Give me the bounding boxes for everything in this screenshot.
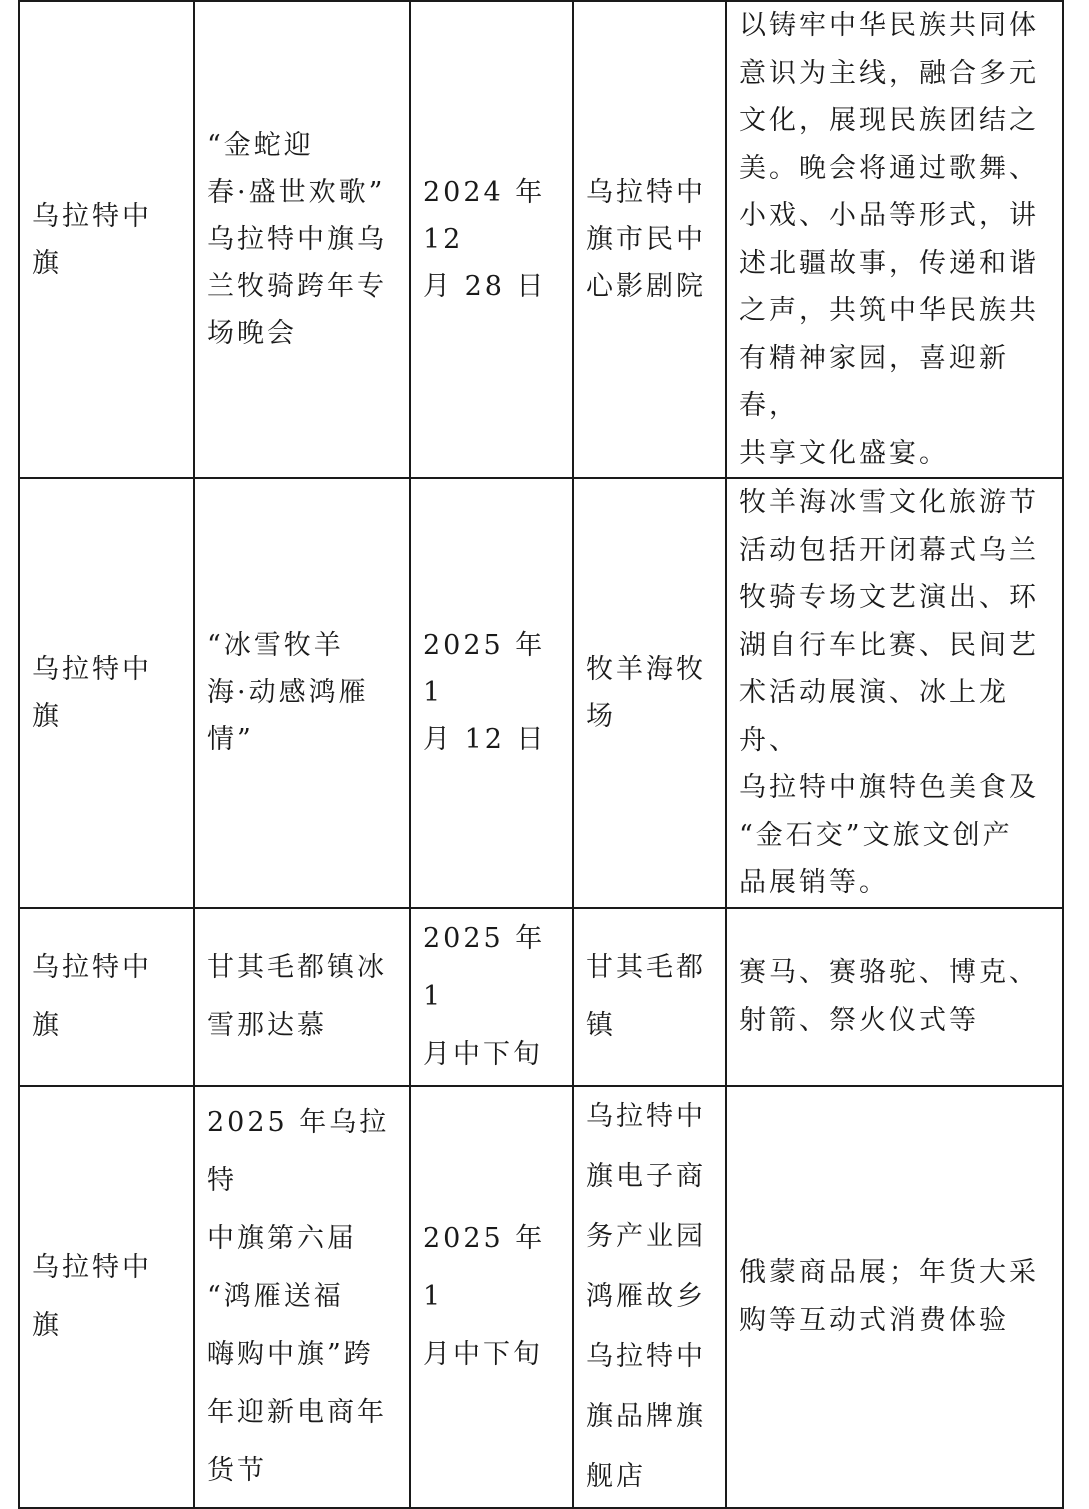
table-row xyxy=(19,1,1063,478)
date-cell: 2024 年 12 月 28 日 xyxy=(410,1,573,478)
event-name-cell: 2025 年乌拉特 中旗第六届 “鸿雁送福 嗨购中旗”跨 年迎新电商年 货节 xyxy=(194,1086,410,1508)
table-row xyxy=(19,908,1063,1086)
venue-cell: 甘其毛都 镇 xyxy=(573,908,726,1086)
content-cell: 牧羊海冰雪文化旅游节 活动包括开闭幕式乌兰 牧骑专场文艺演出、环 湖自行车比赛、民间艺 术活动展演、冰上龙舟、 乌拉特中旗特色美食及 “金石交”文旅文创产 品展销等。 xyxy=(726,478,1063,908)
event-name-cell: “金蛇迎 春·盛世欢歌” 乌拉特中旗乌 兰牧骑跨年专 场晚会 xyxy=(194,1,410,478)
content-cell: 赛马、赛骆驼、博克、 射箭、祭火仪式等 xyxy=(726,908,1063,1086)
region-cell: 乌拉特中旗 xyxy=(19,478,194,908)
table-row xyxy=(19,478,1063,908)
date-cell: 2025 年 1 月中下旬 xyxy=(410,1086,573,1508)
events-table xyxy=(18,0,1064,1509)
venue-cell: 牧羊海牧 场 xyxy=(573,478,726,908)
region-cell: 乌拉特中旗 xyxy=(19,1,194,478)
event-name-cell: 甘其毛都镇冰 雪那达慕 xyxy=(194,908,410,1086)
date-cell: 2025 年 1 月中下旬 xyxy=(410,908,573,1086)
venue-cell: 乌拉特中 旗电子商 务产业园 鸿雁故乡 乌拉特中 旗品牌旗 舰店 xyxy=(573,1086,726,1508)
date-cell: 2025 年 1 月 12 日 xyxy=(410,478,573,908)
region-cell: 乌拉特中旗 xyxy=(19,1086,194,1508)
region-cell: 乌拉特中旗 xyxy=(19,908,194,1086)
content-cell: 俄蒙商品展；年货大采 购等互动式消费体验 xyxy=(726,1086,1063,1508)
event-name-cell: “冰雪牧羊 海·动感鸿雁 情” xyxy=(194,478,410,908)
venue-cell: 乌拉特中 旗市民中 心影剧院 xyxy=(573,1,726,478)
content-cell: 以铸牢中华民族共同体 意识为主线，融合多元 文化，展现民族团结之 美。晚会将通过歌舞、 小戏、小品等形式，讲 述北疆故事，传递和谐 之声，共筑中华民族共 有精神家园，喜迎新春， 共享文化盛宴。 xyxy=(726,1,1063,478)
table-row xyxy=(19,1086,1063,1508)
